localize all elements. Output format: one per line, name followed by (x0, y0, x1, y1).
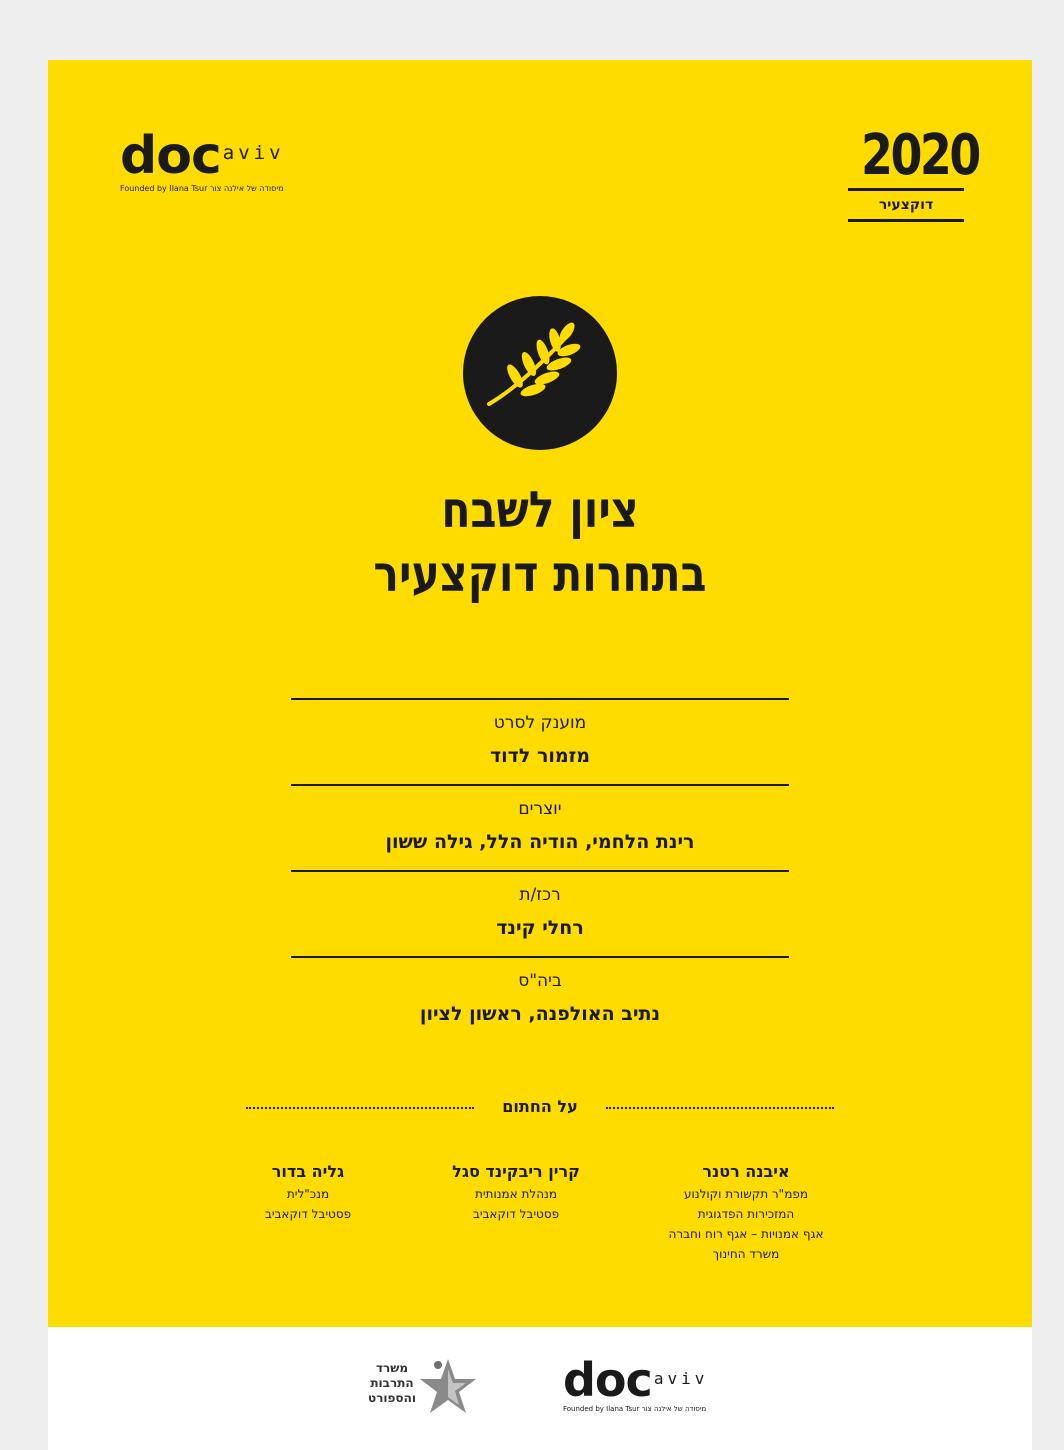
info-value: נתיב האולפנה, ראשון לציון (419, 1003, 661, 1025)
signer-2 (401, 1160, 631, 1224)
signer-title-line: מנהלת אמנותית (474, 1187, 558, 1201)
info-label: ביה"ס (518, 971, 562, 991)
signer-name: קרין ריבקינד סגל (452, 1162, 580, 1181)
logo-tagline: Founded by Ilana Tsur מיסודה של אילנה צור (120, 184, 284, 193)
info-value: מזמור לדוד (489, 745, 591, 767)
badge-label: דוקצעיר (878, 197, 934, 213)
signer-3 (193, 1160, 423, 1224)
logo-doc-text: doc (120, 126, 221, 186)
ministry-line: משרד (375, 1361, 409, 1375)
star-icon (418, 1357, 478, 1419)
year-badge (848, 123, 979, 226)
docaviv-footer-logo (563, 1353, 709, 1413)
signer-name: איבנה רטנר (702, 1162, 790, 1181)
signer-1 (631, 1160, 861, 1264)
signatures-heading: על החתום (502, 1097, 578, 1116)
info-section (291, 698, 789, 1042)
certificate-title (48, 478, 1032, 606)
info-label: יוצרים (518, 799, 562, 819)
certificate-poster (48, 60, 1032, 1327)
title-line-2: בתחרות דוקצעיר (373, 545, 707, 603)
info-block-school (291, 956, 789, 1042)
logo-tagline: Founded by Ilana Tsur מיסודה של אילנה צור (563, 1405, 707, 1413)
docaviv-logo (120, 126, 285, 193)
signer-title-line: מנכ"לית (286, 1187, 330, 1201)
emblem-circle (463, 296, 617, 450)
badge-bar-top (848, 188, 964, 191)
title-line-1: ציון לשבח (441, 481, 639, 539)
wheat-branch-icon (463, 296, 617, 450)
badge-year: 2020 (860, 123, 979, 188)
logo-aviv-text: aviv (222, 142, 285, 164)
badge-bar-bottom (848, 219, 964, 222)
signer-title-line: פסטיבל דוקאביב (472, 1207, 560, 1221)
signer-title-line: אגף אמנויות – אגף רוח וחברה (668, 1227, 824, 1241)
ministry-logo (358, 1357, 478, 1427)
ministry-line: התרבות (370, 1376, 414, 1390)
logo-doc-text: doc (563, 1353, 652, 1407)
footer-bar (48, 1327, 1032, 1450)
dotted-line-right (606, 1107, 834, 1109)
signer-title-line: המזכירות הפדגוגית (697, 1207, 795, 1221)
info-value: רינת הלחמי, הודיה הלל, גילה ששון (385, 831, 695, 853)
info-block-creators (291, 784, 789, 870)
ministry-line: והספורט (368, 1391, 416, 1405)
signer-title-line: משרד החינוך (712, 1247, 780, 1261)
info-label: רכז/ת (519, 885, 561, 905)
ministry-name (358, 1361, 426, 1406)
signer-title-line: פסטיבל דוקאביב (264, 1207, 352, 1221)
signer-title-line: מפמ"ר תקשורת וקולנוע (683, 1187, 808, 1201)
info-label: מוענק לסרט (493, 713, 587, 733)
info-value: רחלי קינד (496, 917, 584, 939)
signatures-divider (246, 1096, 834, 1120)
info-block-coordinator (291, 870, 789, 956)
signer-name: גליה בדור (271, 1162, 345, 1181)
info-block-film (291, 698, 789, 784)
logo-aviv-text: aviv (653, 1369, 709, 1388)
